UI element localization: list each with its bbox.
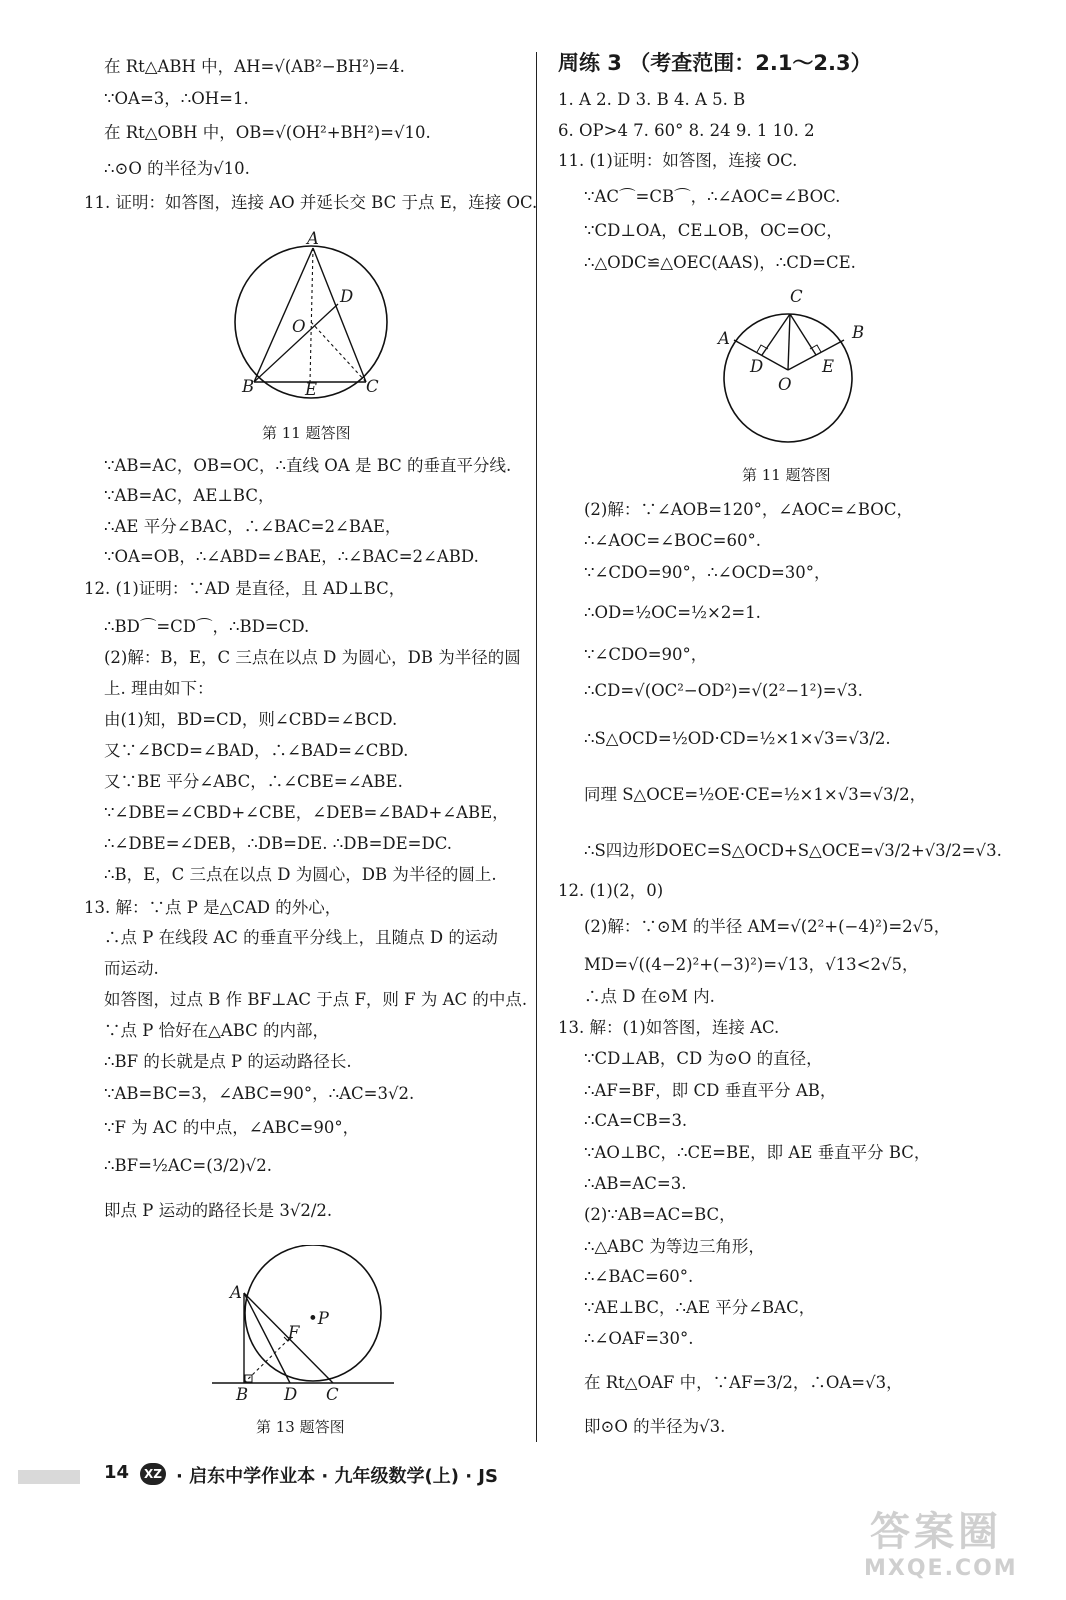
text-line: ∴AF=BF，即 CD 垂直平分 AB， (584, 1081, 837, 1100)
figure-label: B (236, 1385, 249, 1404)
text-line: ∵AC⌒=CB⌒，∴∠AOC=∠BOC. (584, 187, 841, 206)
figure-label: E (822, 357, 835, 376)
text-line: ∴∠DBE=∠DEB，∴DB=DE. ∴DB=DE=DC. (104, 834, 452, 853)
figure-label: A (230, 1283, 242, 1302)
text-line: ∵CD⊥AB，CD 为⊙O 的直径， (584, 1049, 823, 1068)
text-line: ∴S四边形DOEC=S△OCD+S△OCE=√3/2+√3/2=√3. (584, 841, 1002, 860)
text-line: ∵∠CDO=90°， (584, 645, 708, 664)
text-line: 在 Rt△OBH 中，OB=√(OH²+BH²)=√10. (104, 123, 431, 142)
figure-label: D (340, 287, 354, 306)
figure-label: C (326, 1385, 339, 1404)
watermark (860, 1500, 1050, 1590)
text-line: ∴∠AOC=∠BOC=60°. (584, 531, 761, 550)
text-line: ∴∠OAF=30°. (584, 1329, 694, 1348)
text-line: 上. 理由如下： (104, 679, 214, 698)
text-line: ∴△ABC 为等边三角形， (584, 1237, 765, 1256)
text-line: ∴∠BAC=60°. (584, 1267, 694, 1286)
text-line: ∵AB=AC，AE⊥BC， (104, 486, 275, 505)
column-divider (536, 52, 537, 1442)
text-line: ∵OA=OB，∴∠ABD=∠BAE，∴∠BAC=2∠ABD. (104, 547, 479, 566)
text-line: (2)解：∵∠AOB=120°，∠AOC=∠BOC， (584, 500, 913, 519)
text-line: ∴点 D 在⊙M 内. (584, 987, 715, 1006)
text-line: ∵AB=BC=3，∠ABC=90°，∴AC=3√2. (104, 1084, 415, 1103)
text-line: 13. 解：(1)如答图，连接 AC. (558, 1018, 780, 1037)
figure-label: D (750, 357, 764, 376)
figure-label: O (778, 375, 792, 394)
figure-label: E (305, 380, 318, 399)
text-line: ∴CA=CB=3. (584, 1111, 688, 1130)
text-line: ∴B，E，C 三点在以点 D 为圆心，DB 为半径的圆上. (104, 865, 497, 884)
section-title: 周练 3 （考查范围：2.1～2.3） (558, 51, 872, 75)
text-line: 同理 S△OCE=½OE·CE=½×1×√3=√3/2， (584, 785, 927, 804)
text-line: 11. 证明：如答图，连接 AO 并延长交 BC 于点 E，连接 OC. (84, 193, 538, 212)
figure-13-left (208, 1245, 398, 1395)
page-number: 14 (104, 1462, 130, 1483)
footer-text: · 启东中学作业本 · 九年级数学(上) · JS (176, 1466, 498, 1487)
text-line: ∴OD=½OC=½×2=1. (584, 603, 761, 622)
text-line: ∵AE⊥BC，∴AE 平分∠BAC， (584, 1298, 816, 1317)
text-line: 12. (1)(2，0) (558, 881, 664, 900)
figure-label: •P (308, 1309, 329, 1328)
text-line: ∴CD=√(OC²−OD²)=√(2²−1²)=√3. (584, 681, 863, 700)
text-line: 如答图，过点 B 作 BF⊥AC 于点 F，则 F 为 AC 的中点. (104, 990, 528, 1009)
figure-label: C (366, 377, 379, 396)
text-line: 由(1)知，BD=CD，则∠CBD=∠BCD. (104, 710, 398, 729)
text-line: 6. OP>4 7. 60° 8. 24 9. 1 10. 2 (558, 121, 815, 140)
text-line: ∵∠DBE=∠CBD+∠CBE，∠DEB=∠BAD+∠ABE， (104, 803, 509, 822)
text-line: (2)解：∵⊙M 的半径 AM=√(2²+(−4)²)=2√5， (584, 917, 951, 936)
text-line: 在 Rt△ABH 中，AH=√(AB²−BH²)=4. (104, 57, 405, 76)
text-line: ∴S△OCD=½OD·CD=½×1×√3=√3/2. (584, 729, 891, 748)
figure-label: D (284, 1385, 298, 1404)
text-line: ∵点 P 恰好在△ABC 的内部， (104, 1021, 329, 1040)
watermark-logo: 答案圈 (870, 1509, 1002, 1555)
figure-label: O (292, 317, 306, 336)
text-line: ∵AO⊥BC，∴CE=BE，即 AE 垂直平分 BC， (584, 1143, 931, 1162)
text-line: 即点 P 运动的路径长是 3√2/2. (104, 1201, 333, 1220)
text-line: 11. (1)证明：如答图，连接 OC. (558, 151, 798, 170)
figure-caption: 第 11 题答图 (742, 466, 831, 484)
text-line: (2)∵AB=AC=BC， (584, 1205, 736, 1224)
text-line: ∵CD⊥OA，CE⊥OB，OC=OC， (584, 221, 843, 240)
text-line: 又∵BE 平分∠ABC，∴∠CBE=∠ABE. (104, 772, 403, 791)
text-line: 在 Rt△OAF 中，∵AF=3/2，∴OA=√3， (584, 1373, 903, 1392)
figure-caption: 第 11 题答图 (262, 424, 351, 442)
text-line: ∵AB=AC，OB=OC，∴直线 OA 是 BC 的垂直平分线. (104, 456, 512, 475)
figure-11-right (712, 300, 872, 450)
figure-label: A (307, 229, 319, 248)
text-line: ∵F 为 AC 的中点，∠ABC=90°， (104, 1118, 360, 1137)
watermark-url: MXQE.COM (864, 1556, 1018, 1581)
text-line: ∴BF=½AC=(3/2)√2. (104, 1156, 272, 1175)
page-footer (18, 1462, 918, 1490)
text-line: ∵∠CDO=90°，∴∠OCD=30°， (584, 563, 831, 582)
figure-label: B (852, 323, 865, 342)
figure-label: B (242, 377, 255, 396)
text-line: 12. (1)证明：∵AD 是直径，且 AD⊥BC， (84, 579, 406, 598)
text-line: (2)解：B，E，C 三点在以点 D 为圆心，DB 为半径的圆 (104, 648, 521, 667)
figure-caption: 第 13 题答图 (256, 1418, 345, 1436)
text-line: 1. A 2. D 3. B 4. A 5. B (558, 90, 746, 109)
text-line: 又∵∠BCD=∠BAD，∴∠BAD=∠CBD. (104, 741, 409, 760)
text-line: ∴BD⌒=CD⌒，∴BD=CD. (104, 617, 310, 636)
text-line: ∴BF 的长就是点 P 的运动路径长. (104, 1052, 352, 1071)
footer-bar (18, 1470, 80, 1484)
text-line: ∵OA=3，∴OH=1. (104, 89, 249, 108)
text-line: 而运动. (104, 959, 159, 978)
publisher-logo-icon: XZ (140, 1463, 166, 1485)
text-line: ∴AB=AC=3. (584, 1174, 687, 1193)
text-line: MD=√((4−2)²+(−3)²)=√13，√13<2√5， (584, 955, 919, 974)
figure-label: F (288, 1323, 300, 1342)
text-line: ∴△ODC≌△OEC(AAS)，∴CD=CE. (584, 253, 856, 272)
text-line: 13. 解：∵点 P 是△CAD 的外心， (84, 898, 342, 917)
figure-label: C (790, 287, 803, 306)
text-line: ∴点 P 在线段 AC 的垂直平分线上，且随点 D 的运动 (104, 928, 498, 947)
text-line: ∴AE 平分∠BAC，∴∠BAC=2∠BAE， (104, 517, 402, 536)
figure-label: A (718, 329, 730, 348)
text-line: ∴⊙O 的半径为√10. (104, 159, 250, 178)
text-line: 即⊙O 的半径为√3. (584, 1417, 726, 1436)
